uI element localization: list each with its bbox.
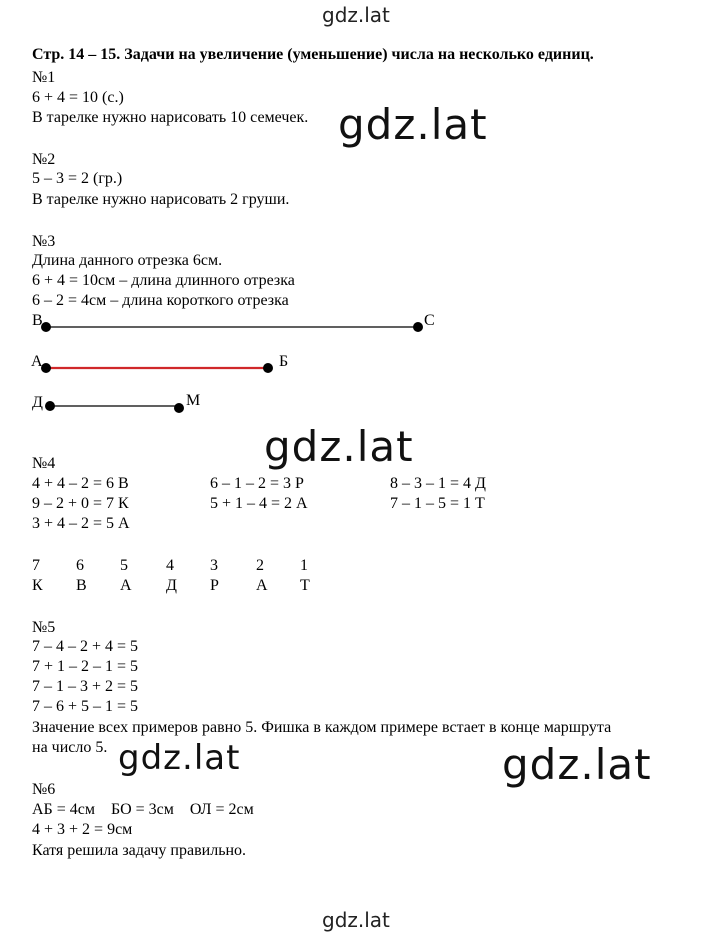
watermark-mid: gdz.lat — [502, 740, 652, 789]
task5-text: на число 5. — [32, 739, 108, 756]
label-s: С — [424, 312, 435, 329]
segment-dm — [45, 401, 184, 413]
label-v: В — [32, 312, 43, 329]
task1-line: В тарелке нужно нарисовать 10 семечек. — [32, 109, 309, 126]
label-m: М — [186, 392, 201, 409]
task5-line: 7 – 4 – 2 + 4 = 5 — [32, 638, 139, 655]
task4-example: 3 + 4 – 2 = 5 А — [32, 515, 130, 532]
answer-number: 7 — [32, 557, 40, 574]
answer-number: 4 — [166, 557, 174, 574]
answer-letter: А — [120, 577, 132, 594]
task6-line: 4 + 3 + 2 = 9см — [32, 821, 133, 838]
task4-number: №4 — [32, 455, 56, 472]
segment-ab — [41, 363, 273, 373]
watermark-top: gdz.lat — [322, 3, 390, 27]
watermark-mid: gdz.lat — [264, 422, 414, 471]
answer-letter: Р — [210, 577, 219, 594]
answer-number: 3 — [210, 557, 218, 574]
page-title: Стр. 14 – 15. Задачи на увеличение (уменьшение) числа на несколько единиц. — [32, 46, 594, 63]
task5-line: 7 – 1 – 3 + 2 = 5 — [32, 678, 139, 695]
task4-example: 5 + 1 – 4 = 2 А — [210, 495, 308, 512]
task1-number: №1 — [32, 69, 56, 86]
task6-line: Катя решила задачу правильно. — [32, 842, 247, 859]
task3-line: 6 + 4 = 10см – длина длинного отрезка — [32, 272, 295, 289]
answer-letter: К — [32, 577, 43, 594]
answer-number: 1 — [300, 557, 308, 574]
task2-line: 5 – 3 = 2 (гр.) — [32, 170, 123, 187]
task3-line: Длина данного отрезка 6см. — [32, 252, 223, 269]
answer-number: 2 — [256, 557, 264, 574]
task6-line: АБ = 4см БО = 3см ОЛ = 2см — [32, 801, 254, 818]
point-d — [45, 401, 55, 411]
task2-number: №2 — [32, 151, 56, 168]
label-d: Д — [32, 394, 43, 411]
task3-line: 6 – 2 = 4см – длина короткого отрезка — [32, 292, 289, 309]
watermark-mid: gdz.lat — [338, 100, 488, 149]
label-a: А — [31, 353, 43, 370]
answer-number: 5 — [120, 557, 128, 574]
task4-example: 8 – 3 – 1 = 4 Д — [390, 475, 486, 492]
task4-example: 9 – 2 + 0 = 7 К — [32, 495, 129, 512]
task5-number: №5 — [32, 619, 56, 636]
task6-number: №6 — [32, 781, 56, 798]
point-s — [413, 322, 423, 332]
point-b — [263, 363, 273, 373]
answer-letter: Д — [166, 577, 177, 594]
answer-letter: В — [76, 577, 87, 594]
point-m — [174, 403, 184, 413]
label-b: Б — [279, 353, 289, 370]
task3-number: №3 — [32, 233, 56, 250]
task4-example: 7 – 1 – 5 = 1 Т — [390, 495, 485, 512]
watermark-mid: gdz.lat — [118, 738, 241, 778]
answer-letter: А — [256, 577, 268, 594]
task5-line: 7 – 6 + 5 – 1 = 5 — [32, 698, 139, 715]
task1-line: 6 + 4 = 10 (с.) — [32, 89, 124, 106]
answer-letter: Т — [300, 577, 310, 594]
task4-example: 6 – 1 – 2 = 3 Р — [210, 475, 304, 492]
task5-line: 7 + 1 – 2 – 1 = 5 — [32, 658, 139, 675]
task4-example: 4 + 4 – 2 = 6 В — [32, 475, 129, 492]
task5-text: Значение всех примеров равно 5. Фишка в каждом примере встает в конце маршрута — [32, 719, 612, 736]
segment-bc — [41, 322, 423, 332]
watermark-bottom: gdz.lat — [322, 908, 390, 932]
answer-number: 6 — [76, 557, 84, 574]
task2-line: В тарелке нужно нарисовать 2 груши. — [32, 191, 290, 208]
